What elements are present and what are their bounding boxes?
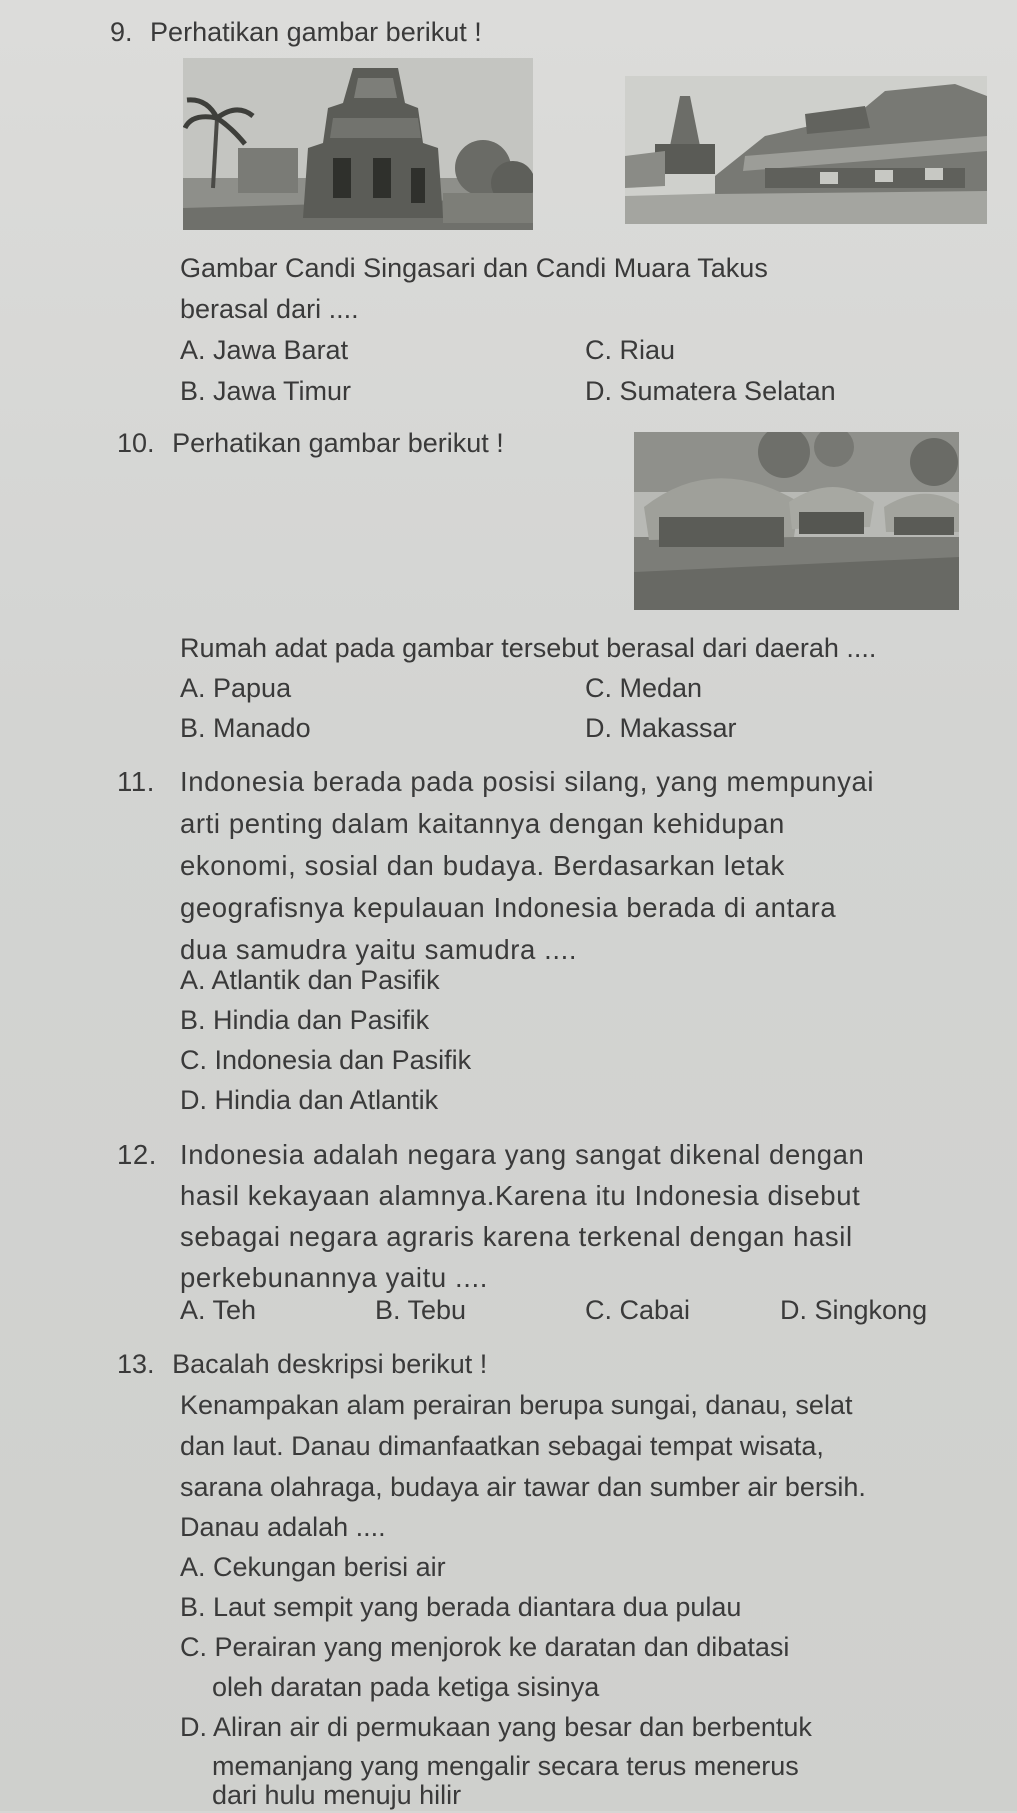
q9-header [110, 14, 482, 50]
candi-muara-takus-photo [625, 76, 987, 224]
q11-line-3: ekonomi, sosial dan budaya. Berdasarkan letak [180, 850, 785, 881]
q13-option-d-line3[interactable]: dari hulu menuju hilir [212, 1780, 462, 1810]
q12-option-b[interactable]: B. Tebu [375, 1295, 467, 1325]
q10-option-b[interactable]: B. Manado [180, 713, 311, 743]
q10-option-a[interactable]: A. Papua [180, 673, 292, 703]
q11-line-4: geografisnya kepulauan Indonesia berada di antara [180, 892, 837, 923]
q13-line-1: Kenampakan alam perairan berupa sungai, danau, selat [180, 1390, 853, 1420]
q9-option-b[interactable]: B. Jawa Timur [180, 376, 352, 406]
q10-question: Rumah adat pada gambar tersebut berasal dari daerah .... [180, 633, 877, 663]
q10-prompt: Perhatikan gambar berikut ! [172, 428, 504, 458]
q11-option-c[interactable]: C. Indonesia dan Pasifik [180, 1045, 472, 1075]
q13-line-2: dan laut. Danau dimanfaatkan sebagai tempat wisata, [180, 1431, 824, 1461]
q11-option-b[interactable]: B. Hindia dan Pasifik [180, 1005, 430, 1035]
q11-option-d[interactable]: D. Hindia dan Atlantik [180, 1085, 439, 1115]
q11-option-a[interactable]: A. Atlantik dan Pasifik [180, 965, 440, 995]
rumah-adat-photo [634, 432, 959, 610]
q12-line-4: perkebunannya yaitu .... [180, 1262, 488, 1293]
q13-line-3: sarana olahraga, budaya air tawar dan sumber air bersih. [180, 1472, 866, 1502]
q9-option-c[interactable]: C. Riau [585, 335, 676, 365]
q9-number: 9. [110, 17, 133, 47]
q10-number: 10. [117, 428, 155, 458]
q12-option-a[interactable]: A. Teh [180, 1295, 257, 1325]
q11-line-5: dua samudra yaitu samudra .... [180, 934, 578, 965]
q13-option-b[interactable]: B. Laut sempit yang berada diantara dua pulau [180, 1592, 742, 1622]
q11-line-1: Indonesia berada pada posisi silang, yang mempunyai [180, 766, 875, 797]
q13-header [117, 1346, 487, 1382]
q13-option-a[interactable]: A. Cekungan berisi air [180, 1552, 446, 1582]
q12-option-d[interactable]: D. Singkong [780, 1295, 928, 1325]
q10-option-c[interactable]: C. Medan [585, 673, 703, 703]
q13-option-d-line2[interactable]: memanjang yang mengalir secara terus menerus [212, 1751, 799, 1781]
q13-option-c-line2[interactable]: oleh daratan pada ketiga sisinya [212, 1672, 600, 1702]
q13-number: 13. [117, 1349, 155, 1379]
q12-line-1: Indonesia adalah negara yang sangat dikenal dengan [180, 1139, 865, 1170]
q13-option-c-line1[interactable]: C. Perairan yang menjorok ke daratan dan dibatasi [180, 1632, 790, 1662]
q13-line-4: Danau adalah .... [180, 1512, 386, 1542]
q11-line-2: arti penting dalam kaitannya dengan kehidupan [180, 808, 785, 839]
q13-option-d-line1[interactable]: D. Aliran air di permukaan yang besar dan berbentuk [180, 1712, 812, 1742]
q9-option-d[interactable]: D. Sumatera Selatan [585, 376, 836, 406]
q12-option-c[interactable]: C. Cabai [585, 1295, 691, 1325]
q12-line-3: sebagai negara agraris karena terkenal dengan hasil [180, 1221, 853, 1252]
q11-number: 11. [117, 766, 155, 797]
q9-prompt: Perhatikan gambar berikut ! [150, 17, 482, 47]
q12-line-2: hasil kekayaan alamnya.Karena itu Indonesia disebut [180, 1180, 861, 1211]
q9-caption-line1: Gambar Candi Singasari dan Candi Muara Takus [180, 253, 768, 283]
q13-prompt: Bacalah deskripsi berikut ! [172, 1349, 488, 1379]
candi-singasari-photo [183, 58, 533, 230]
q10-option-d[interactable]: D. Makassar [585, 713, 737, 743]
q12-number: 12. [117, 1139, 158, 1170]
q10-header [117, 425, 504, 461]
q9-option-a[interactable]: A. Jawa Barat [180, 335, 349, 365]
q9-caption-line2: berasal dari .... [180, 294, 359, 324]
